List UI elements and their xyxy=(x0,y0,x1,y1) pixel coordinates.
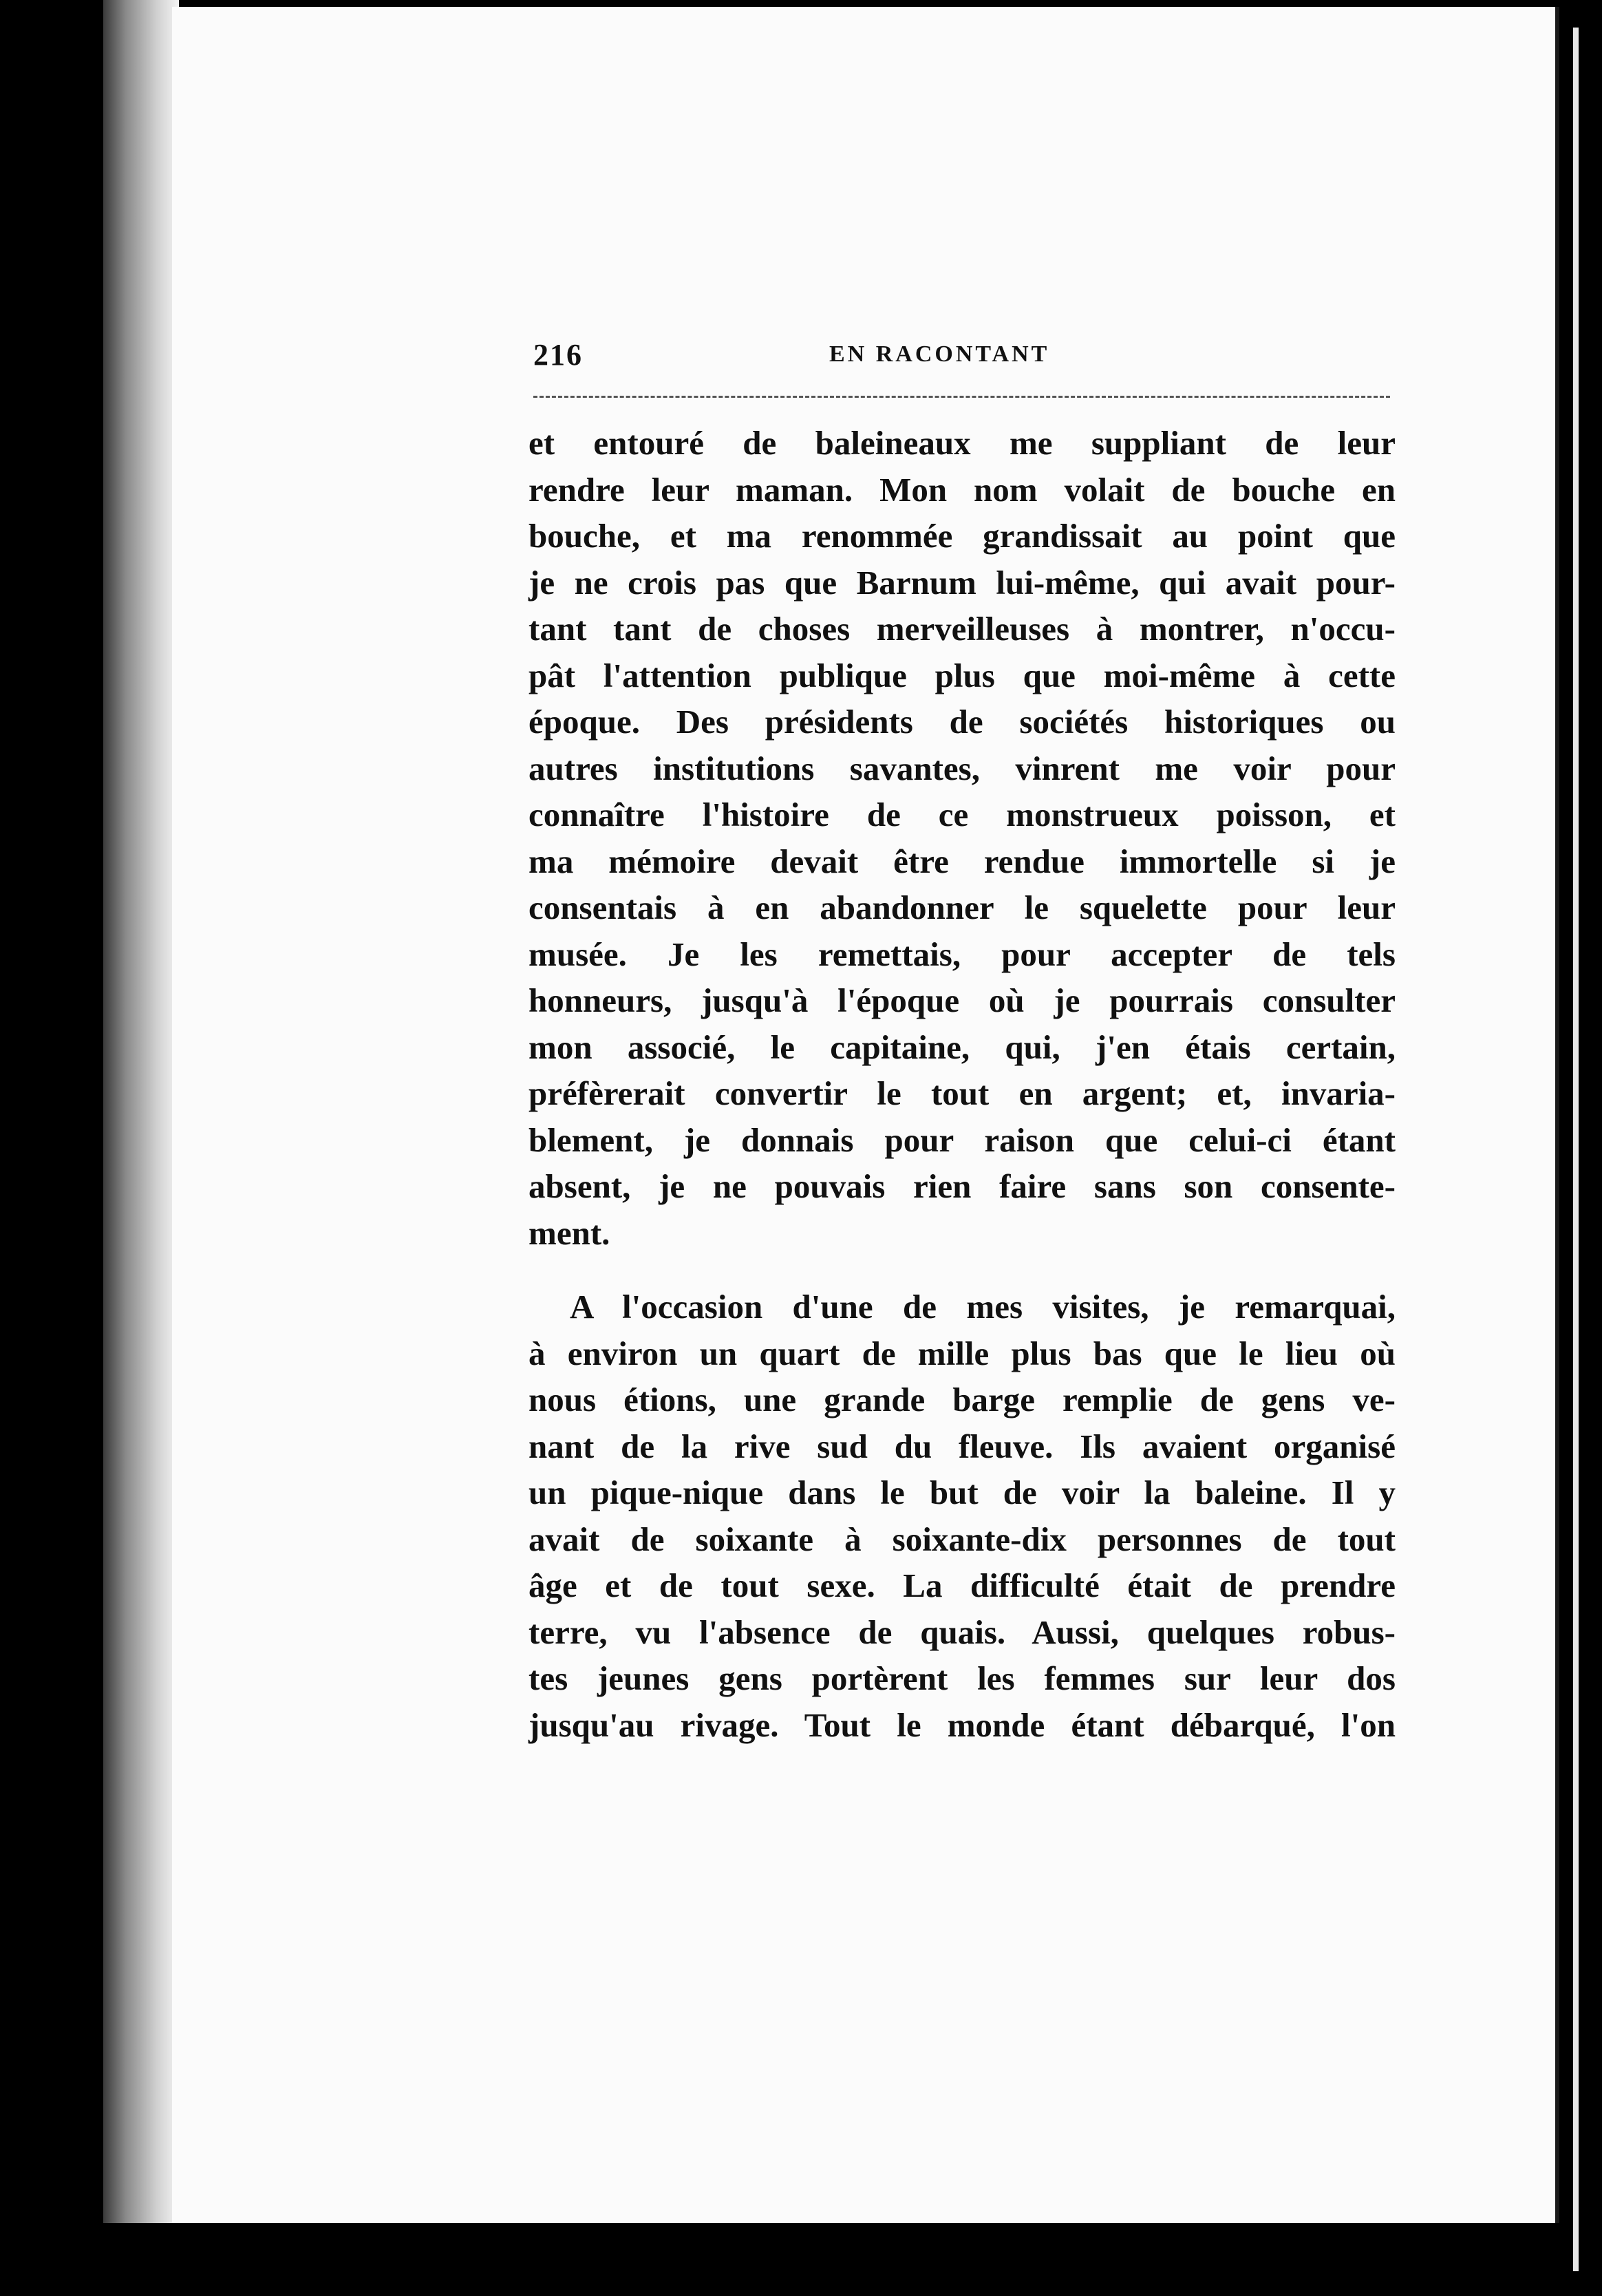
text-line: jusqu'au rivage. Tout le monde étant débarqué, l'on xyxy=(528,1705,1396,1744)
paragraph-spacing xyxy=(528,1256,1396,1284)
text-line: musée. Je les remettais, pour accepter de tels xyxy=(528,935,1396,973)
text-line: consentais à en abandonner le squelette pour leur xyxy=(528,889,1396,926)
text-line: rendre leur maman. Mon nom volait de bouche en xyxy=(528,470,1396,509)
running-title: EN RACONTANT xyxy=(829,341,1050,367)
text-line: autres institutions savantes, vinrent me voir pour xyxy=(528,749,1396,787)
text-line: connaître l'histoire de ce monstrueux poisson, et xyxy=(528,796,1396,833)
text-line: et entouré de baleineaux me suppliant de leur xyxy=(528,424,1396,462)
header-rule xyxy=(533,396,1390,398)
text-line: pât l'attention publique plus que moi-même à cette xyxy=(528,656,1396,694)
text-line: absent, je ne pouvais rien faire sans son consente- xyxy=(528,1167,1396,1205)
text-line: à environ un quart de mille plus bas que le lieu où xyxy=(528,1334,1396,1372)
text-line: terre, vu l'absence de quais. Aussi, quelques robus- xyxy=(528,1613,1396,1651)
text-line: époque. Des présidents de sociétés historiques ou xyxy=(528,703,1396,741)
text-line: un pique-nique dans le but de voir la baleine. Il y xyxy=(528,1474,1396,1511)
text-line: avait de soixante à soixante-dix personnes de tout xyxy=(528,1520,1396,1558)
text-line: je ne crois pas que Barnum lui-même, qui avait pour- xyxy=(528,563,1396,602)
text-line: mon associé, le capitaine, qui, j'en étais certain, xyxy=(528,1028,1396,1066)
text-line: honneurs, jusqu'à l'époque où je pourrais consulter xyxy=(528,981,1396,1019)
right-page-edge xyxy=(1573,28,1579,2271)
book-gutter-edge xyxy=(103,0,179,2223)
running-head xyxy=(533,337,1390,379)
text-line: préfèrerait convertir le tout en argent; et, invaria- xyxy=(528,1074,1396,1112)
text-line: ment. xyxy=(528,1213,610,1252)
paragraph-2 xyxy=(528,1284,1396,1748)
text-line: nant de la rive sud du fleuve. Ils avaient organisé xyxy=(528,1427,1396,1465)
paragraph-1 xyxy=(528,420,1396,1256)
text-line: nous étions, une grande barge remplie de gens ve- xyxy=(528,1381,1396,1418)
text-line: A l'occasion d'une de mes visites, je remarquai, xyxy=(570,1288,1396,1326)
page-number: 216 xyxy=(533,338,583,372)
text-line: tes jeunes gens portèrent les femmes sur leur dos xyxy=(528,1659,1396,1697)
text-line: ma mémoire devait être rendue immortelle si je xyxy=(528,842,1396,880)
text-line: bouche, et ma renommée grandissait au point que xyxy=(528,517,1396,555)
body-text xyxy=(528,420,1396,1748)
text-line: tant tant de choses merveilleuses à montrer, n'occu- xyxy=(528,610,1396,648)
text-line: âge et de tout sexe. La difficulté était de prendre xyxy=(528,1566,1396,1604)
text-line: blement, je donnais pour raison que celui-ci étant xyxy=(528,1120,1396,1159)
